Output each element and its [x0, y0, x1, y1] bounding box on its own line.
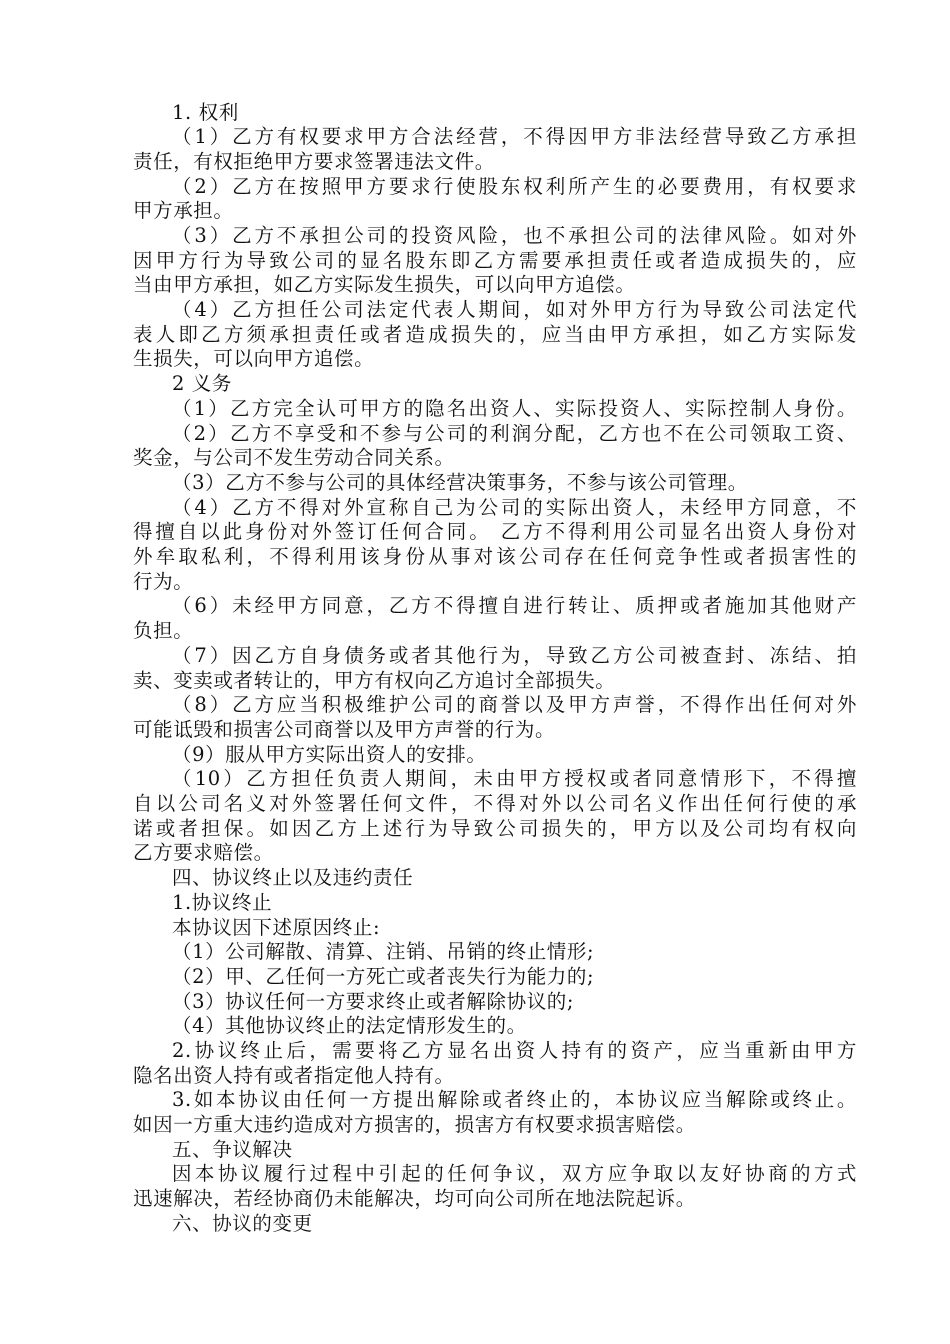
text-line: （9）服从甲方实际出资人的安排。 [172, 743, 487, 766]
text-line: 因甲方行为导致公司的显名股东即乙方需要承担责任或者造成损失的，应 [133, 249, 857, 272]
section-heading: 四、协议终止以及违约责任 [172, 866, 414, 889]
text-line: （7）因乙方自身债务或者其他行为，导致乙方公司被查封、冻结、拍 [172, 644, 857, 667]
text-line: 因本协议履行过程中引起的任何争议，双方应争取以友好协商的方式 [172, 1162, 857, 1185]
text-line: 得擅自以此身份对外签订任何合同。 乙方不得利用公司显名出资人身份对 [133, 520, 857, 543]
text-line: 1. 权利 [172, 101, 239, 124]
text-line: 自以公司名义对外签署任何文件，不得对外以公司名义作出任何行使的承 [133, 792, 857, 815]
text-line: （2）乙方不享受和不参与公司的利润分配，乙方也不在公司领取工资、 [172, 422, 857, 445]
text-line: 表人即乙方须承担责任或者造成损失的，应当由甲方承担，如乙方实际发 [133, 323, 857, 346]
text-line: （1）公司解散、清算、注销、吊销的终止情形; [172, 940, 595, 963]
text-line: （3）协议任何一方要求终止或者解除协议的; [172, 990, 575, 1013]
text-line: 乙方要求赔偿。 [133, 841, 274, 864]
text-line: 2.协议终止后，需要将乙方显名出资人持有的资产，应当重新由甲方 [172, 1039, 857, 1062]
text-line: （3）乙方不承担公司的投资风险，也不承担公司的法律风险。如对外 [172, 224, 857, 247]
text-line: 迅速解决，若经协商仍未能解决，均可向公司所在地法院起诉。 [133, 1187, 696, 1210]
section-heading: 五、争议解决 [172, 1138, 293, 1161]
text-line: （4）乙方担任公司法定代表人期间，如对外甲方行为导致公司法定代 [172, 298, 857, 321]
section-heading: 1.协议终止 [172, 891, 273, 914]
text-line: 隐名出资人持有或者指定他人持有。 [133, 1064, 455, 1087]
text-line: （4）其他协议终止的法定情形发生的。 [172, 1014, 527, 1037]
section-heading: 2 义务 [172, 372, 233, 395]
text-line: （1）乙方完全认可甲方的隐名出资人、实际投资人、实际控制人身份。 [172, 397, 857, 420]
text-line: 诺或者担保。如因乙方上述行为导致公司损失的，甲方以及公司均有权向 [133, 817, 857, 840]
text-line: 如因一方重大违约造成对方损害的，损害方有权要求损害赔偿。 [133, 1113, 696, 1136]
text-line: 生损失，可以向甲方追偿。 [133, 347, 375, 370]
text-line: 外牟取私利，不得利用该身份从事对该公司存在任何竞争性或者损害性的 [133, 545, 857, 568]
text-line: （1）乙方有权要求甲方合法经营，不得因甲方非法经营导致乙方承担 [172, 125, 857, 148]
text-line: （2）乙方在按照甲方要求行使股东权利所产生的必要费用，有权要求 [172, 175, 857, 198]
text-line: （8）乙方应当积极维护公司的商誉以及甲方声誉，不得作出任何对外 [172, 693, 857, 716]
text-line: 3.如本协议由任何一方提出解除或者终止的，本协议应当解除或终止。 [172, 1088, 857, 1111]
text-line: 负担。 [133, 619, 194, 642]
text-line: 行为。 [133, 570, 194, 593]
section-heading: 六、协议的变更 [172, 1212, 313, 1235]
text-line: （4）乙方不得对外宣称自己为公司的实际出资人，未经甲方同意，不 [172, 496, 857, 519]
text-line: 本协议因下述原因终止: [172, 916, 381, 939]
text-line: 责任，有权拒绝甲方要求签署违法文件。 [133, 150, 495, 173]
text-line: 可能诋毁和损害公司商誉以及甲方声誉的行为。 [133, 718, 556, 741]
text-line: （2）甲、乙任何一方死亡或者丧失行为能力的; [172, 965, 595, 988]
text-line: 奖金，与公司不发生劳动合同关系。 [133, 446, 455, 469]
text-line: （10）乙方担任负责人期间，未由甲方授权或者同意情形下，不得擅 [172, 767, 857, 790]
text-line: 当由甲方承担，如乙方实际发生损失，可以向甲方追偿。 [133, 273, 636, 296]
text-line: （6）未经甲方同意，乙方不得擅自进行转让、质押或者施加其他财产 [172, 594, 857, 617]
text-line: 甲方承担。 [133, 199, 234, 222]
text-line: （3）乙方不参与公司的具体经营决策事务，不参与该公司管理。 [172, 471, 748, 494]
text-line: 卖、变卖或者转让的，甲方有权向乙方追讨全部损失。 [133, 669, 616, 692]
